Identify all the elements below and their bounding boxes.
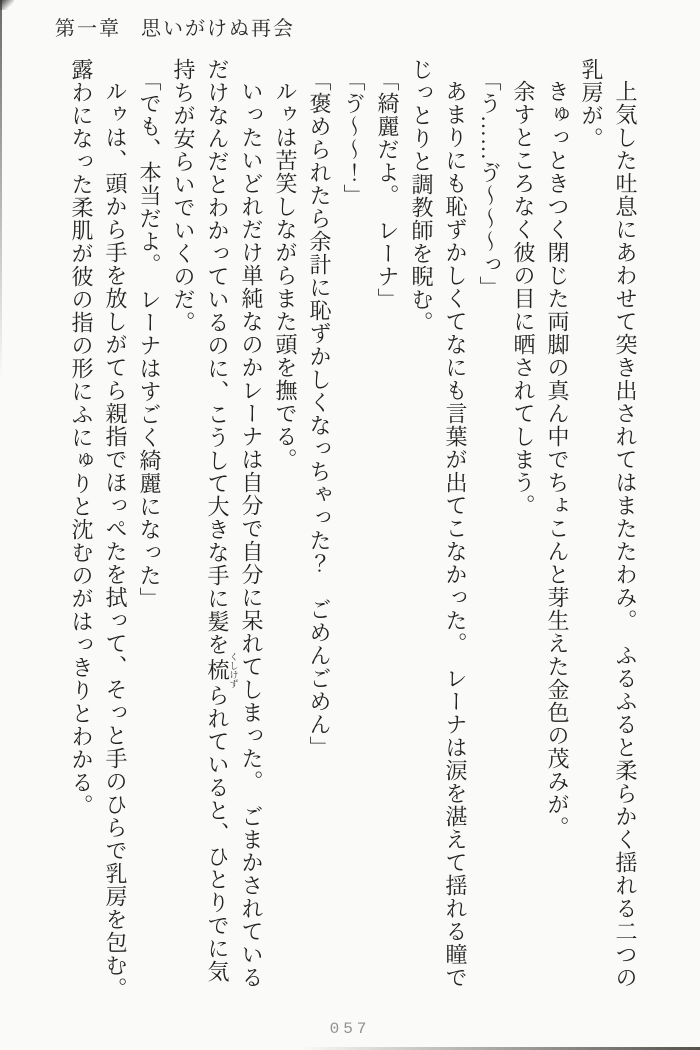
- furigana: くしけず: [228, 652, 239, 688]
- scan-edge-artifact-corner: [0, 0, 14, 10]
- running-header: [55, 12, 295, 41]
- paragraph: 露わになった柔肌が彼の指の形にふにゅりと沈むのがはっきりとわかる。: [69, 58, 94, 817]
- ruby-annotated-word: 梳くしけず: [205, 652, 239, 688]
- page-number: 057: [329, 1020, 371, 1038]
- paragraph: ルゥは、頭から手を放しがてら親指でほっぺたを拭って、そっと手のひらで乳房を包む。: [103, 80, 128, 1000]
- paragraph: 「綺麗だよ。 レーナ」: [375, 69, 400, 311]
- paragraph: あまりにも恥ずかしくてなにも言葉が出てこなかった。 レーナは涙を湛えて揺れる瞳でじっとりと調教師を睨む。: [409, 58, 468, 989]
- paragraph: 「う……ゔ～～～っ」: [477, 69, 502, 299]
- paragraph: 「でも、本当だよ。 レーナはすごく綺麗になった」: [137, 69, 162, 610]
- scan-edge-artifact-left: [0, 0, 2, 380]
- paragraph: きゅっときつく閉じた両脚の真ん中でちょこんと芽生えた金色の茂みが。: [545, 80, 570, 839]
- paragraph: 上気した吐息にあわせて突き出されてはまたたわみ。 ふるふると柔らかく揺れる二つの乳房が。: [579, 58, 638, 989]
- paragraph: 「褒められたら余計に恥ずかしくなっちゃった？ ごめんごめん」: [307, 69, 332, 759]
- paragraph: いったいどれだけ単純なのかレーナは自分で自分に呆れてしまった。 ごまかされているだけなんだとわかっているのに、こうして大きな手に髪を梳くしけずられていると、ひとりでに気持ちが安らいでいくのだ。: [171, 58, 264, 989]
- paragraph: ルゥは苦笑しながらまた頭を撫でる。: [273, 80, 298, 471]
- paragraph: 「ゔ～～！」: [341, 69, 366, 207]
- chapter-number: 第一章: [55, 18, 121, 40]
- paragraph: 余すところなく彼の目に晒されてしまう。: [511, 80, 536, 517]
- chapter-title: 思いがけぬ再会: [141, 18, 295, 40]
- text-block: [64, 58, 642, 1002]
